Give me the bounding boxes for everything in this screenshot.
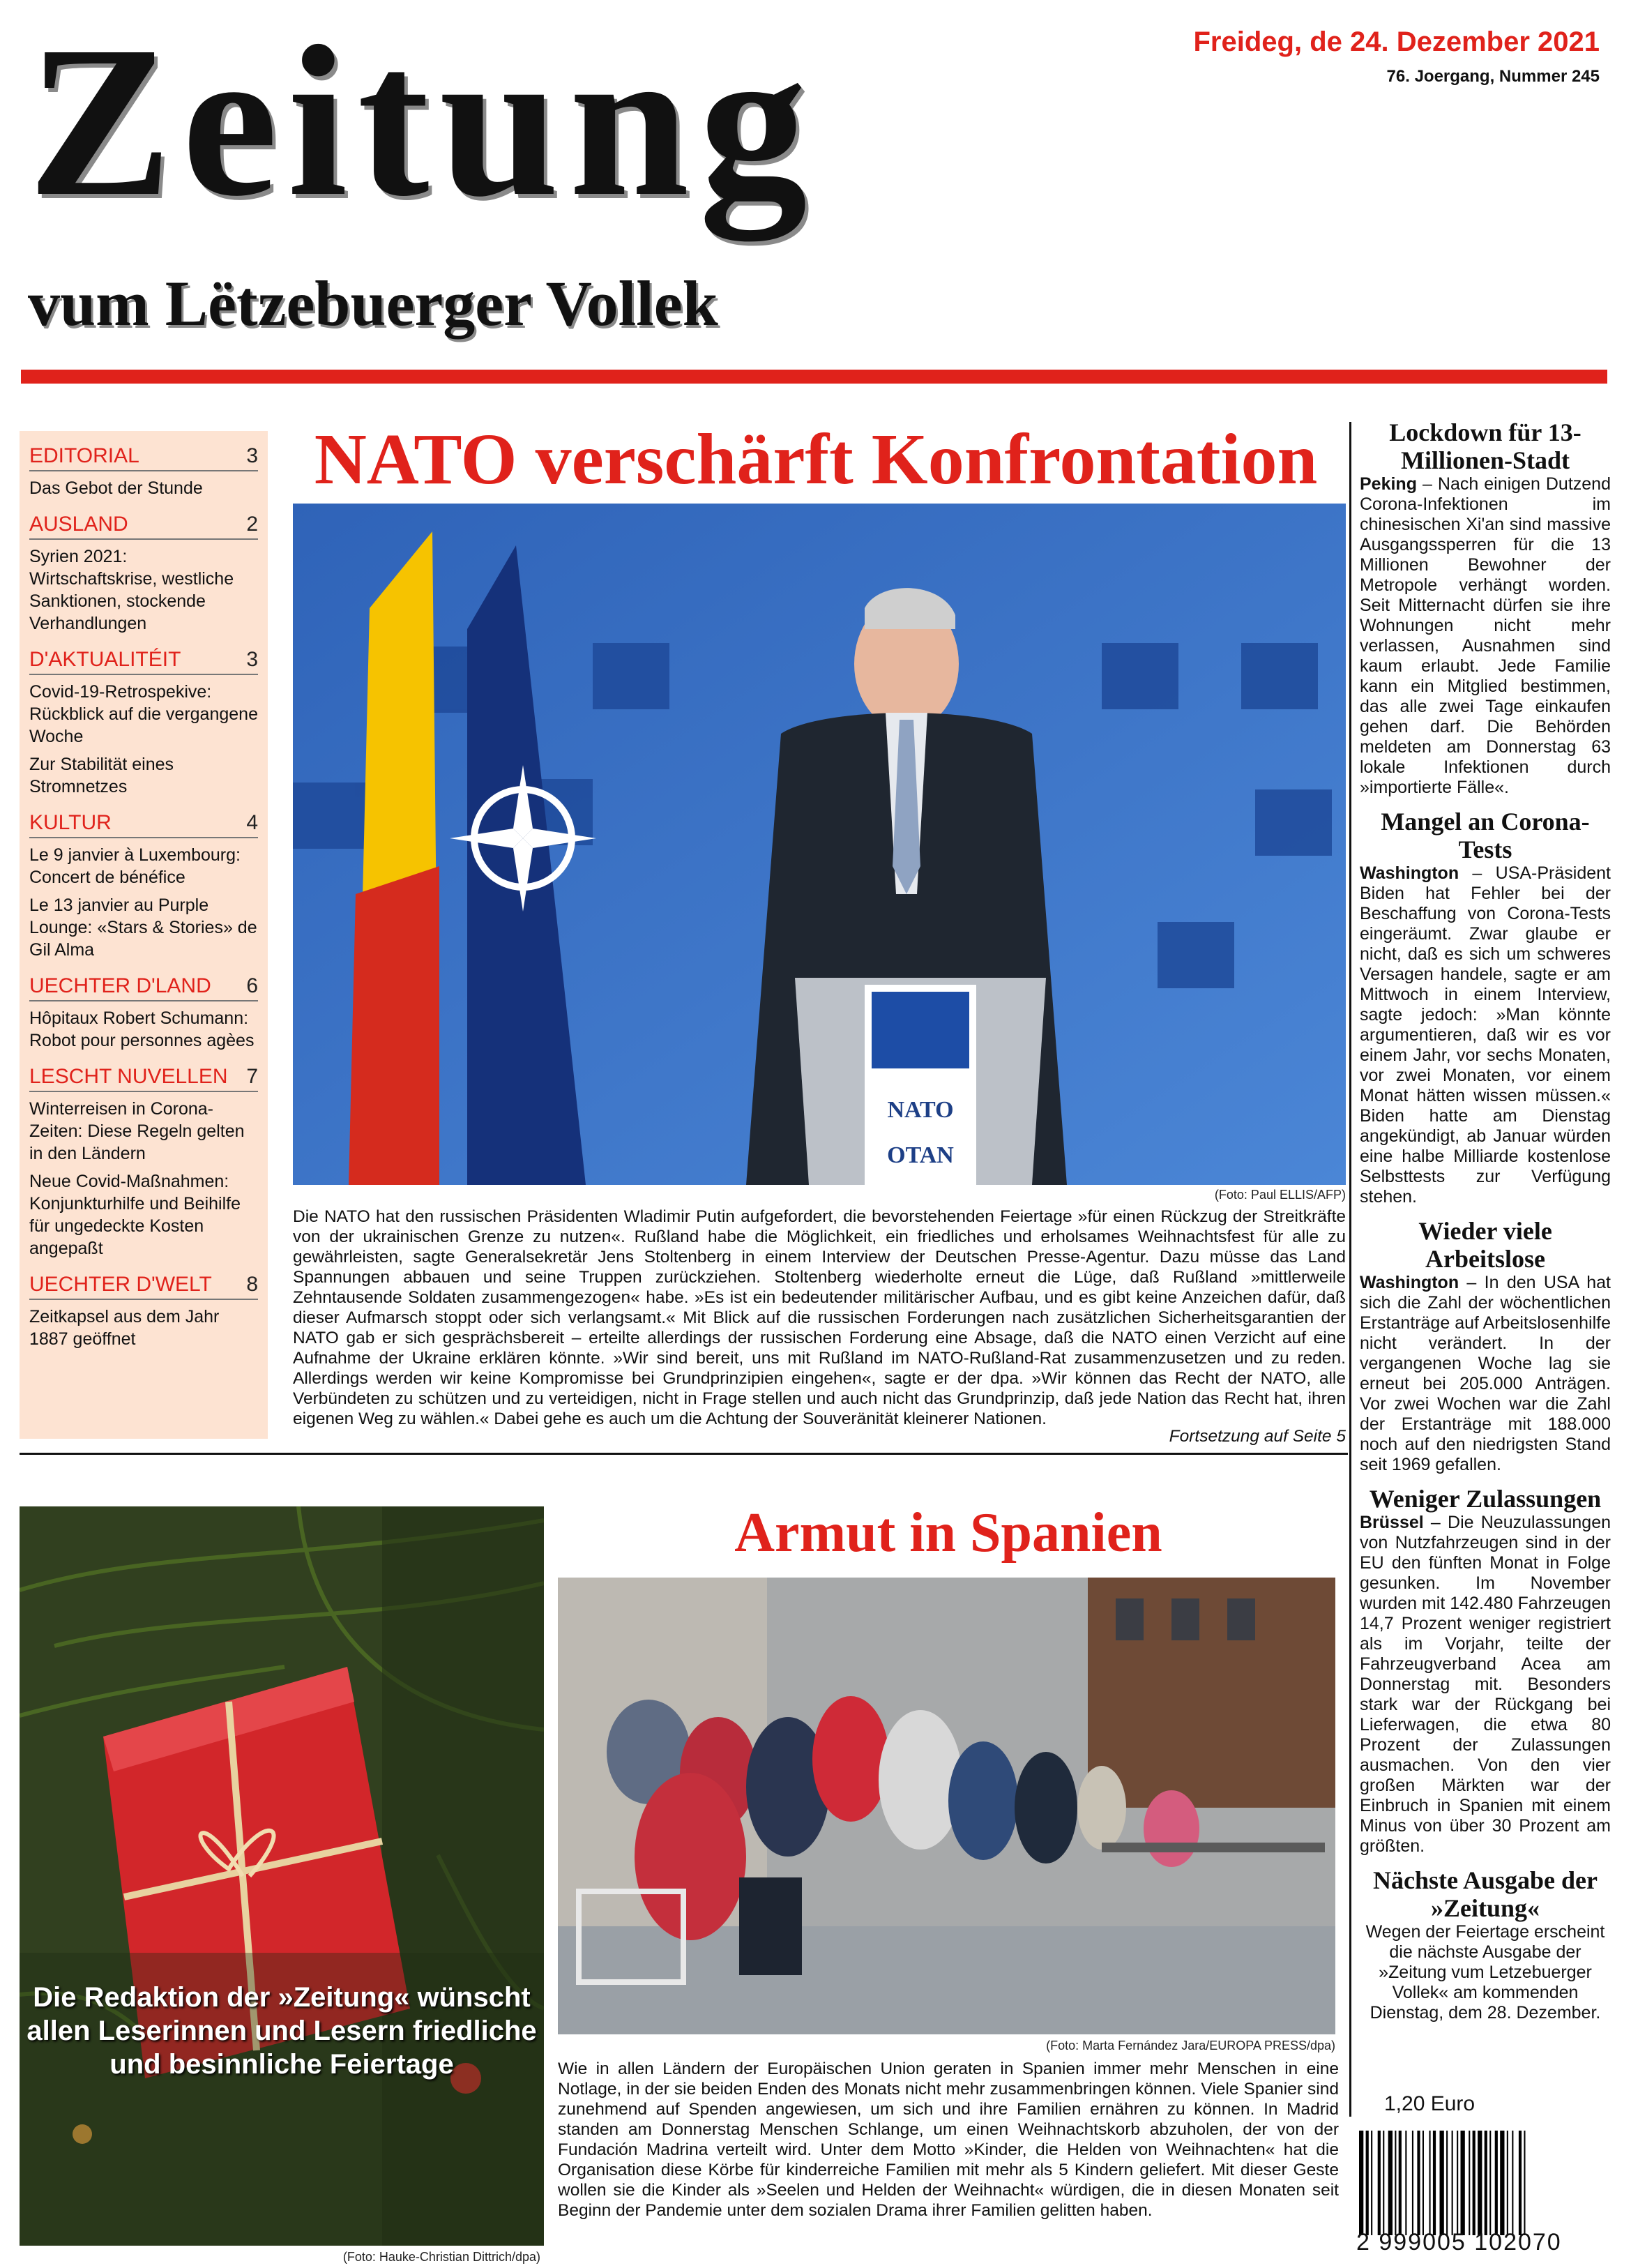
index-section (29, 1064, 258, 1260)
christmas-photo (20, 1506, 544, 2246)
brief-body (1360, 474, 1611, 798)
table-of-contents (20, 431, 268, 1439)
index-page-number: 2 (246, 513, 258, 536)
index-page-number: 8 (246, 1273, 258, 1296)
brief-headline: Wieder viele Arbeitslose (1418, 1217, 1552, 1273)
brief-dateline: Brüssel (1360, 1513, 1424, 1532)
index-section (29, 810, 258, 961)
index-page-number: 3 (246, 648, 258, 671)
podium-sign-bottom: OTAN (887, 1142, 954, 1168)
index-item[interactable]: Covid-19-Retrospekive: Rückblick auf die vergangene Woche (29, 682, 258, 746)
lead-photo-credit: (Foto: Paul ELLIS/AFP) (1214, 1188, 1346, 1202)
spain-body: Wie in allen Ländern der Europäischen Union geraten in Spanien immer mehr Menschen in eine Notlage, in der sie beiden Enden des Monats nicht mehr zusammenbringen können. Viele Spanier sind zunehmend auf Spenden angewiesen, um sich und ihre Familien ernähren zu können. In Madrid standen am Donnerstag Menschen Schlange, um einen Weihnachtskorb abzuholen, der von der Fundación Madrina verteilt wird. Unter dem Motto »Kinder, die Helden von Weihnachten« hat die Organisation diese Körbe für kinderreiche Familien mit mehr als 5 Kindern geliefert. Mit dieser Geste wollen sie die Kinder als »Seelen und Helden der Weihnacht« würdigen, die in diesen Monaten seit Beginn der Pandemie unter dem sozialen Drama ihrer Familien gelitten haben. (558, 2059, 1339, 2220)
spain-photo-credit: (Foto: Marta Fernández Jara/EUROPA PRESS/dpa) (1046, 2039, 1335, 2052)
index-section-header[interactable] (29, 444, 258, 471)
greeting-text: Die Redaktion der »Zeitung« wünscht allen Leserinnen und Lesern friedliche und besinnliche Feiertage (26, 1982, 537, 2080)
index-item[interactable]: Le 13 janvier au Purple Lounge: «Stars & Stories» de Gil Alma (29, 895, 257, 960)
index-section-header[interactable] (29, 1272, 258, 1300)
index-item[interactable]: Hôpitaux Robert Schumann: Robot pour personnes agèes (29, 1008, 255, 1050)
index-section-title: EDITORIAL (29, 444, 139, 467)
index-section-title: UECHTER D'WELT (29, 1273, 212, 1296)
index-item[interactable]: Das Gebot der Stunde (29, 478, 203, 498)
lead-body: Die NATO hat den russischen Präsidenten Wladimir Putin aufgefordert, die bevorstehenden Feiertage »für einen Rückzug der Streitkräfte von der ukrainischen Grenze zu nutzen«. Rußland habe die Möglichkeit, ein friedliches und erholsames Weihnachtsfest für alle zu gewährleisten, sagte Generalsekretär Jens Stoltenberg in einem Interview der Deutschen Presse-Agentur. Dazu müsse das Land Spannungen abbauen und seine Truppen zurückziehen. Stoltenberg wiederholte erneut die Lüge, daß Rußland »mittlerweile Zehntausende Soldaten zusammengezogen« habe. »Es ist ein bedeutender militärischer Aufbau, und es gibt keine Anzeichen dafür, daß dieser Aufmarsch stoppt oder sich verlangsamt.« Mit Blick auf die russischen Forderungen nach zusätzlichen Sicherheitsgarantien der NATO gab er sich gesprächsbereit – erteilte allerdings der russischen Forderung eine Absage, daß die NATO einen Verzicht auf eine Aufnahme der Ukraine erklären könnte. »Wir sind bereit, uns mit Rußland im NATO-Rußland-Rat zusammenzusetzen und zu reden. Allerdings werden wir keine Kompromisse bei Grundprinzipien eingehen«, sagte er der dpa. »Wir können das Recht der NATO, alle Verbündeten zu schützen und zu verteidigen, nicht in Frage stellen und auch nicht das Grundprinzip, daß jede Nation das Recht hat, ihren eigenen Weg zu wählen.« Dabei gehe es auch um die Achtung der Souveränität kleinerer Nationen. (293, 1207, 1346, 1428)
brief-headline: Weniger Zulassungen (1369, 1485, 1602, 1513)
brief-text: – USA-Präsident Biden hat Fehler bei der Beschaffung von Corona-Tests eingeräumt. Zwar glaube er nicht, daß es sich um schweres Versagen handele, sagte er am Mittwoch in einem Interview, sagte jedoch: »Man könnte argumentieren, daß wir es vor einem Jahr, vor sechs Monaten, vor zwei Monaten, vor einem Monat hätten wissen müssen.« Biden hatte am Dienstag angekündigt, ab Januar würden eine halbe Milliarde kostenlose Selbsttests zur Verfügung stehen. (1360, 863, 1611, 1207)
spain-photo (558, 1578, 1335, 2034)
index-section-header[interactable] (29, 512, 258, 540)
spain-headline: Armut in Spanien (734, 1502, 1162, 1564)
index-section-header[interactable] (29, 647, 258, 675)
queue-photo (558, 1578, 1335, 2034)
index-section (29, 512, 258, 635)
index-page-number: 3 (246, 444, 258, 467)
index-item[interactable]: Syrien 2021: Wirtschaftskrise, westliche Sanktionen, stockende Verhandlungen (29, 547, 234, 633)
nato-press-photo (293, 504, 1346, 1185)
index-item[interactable]: Zeitkapsel aus dem Jahr 1887 geöffnet (29, 1307, 220, 1349)
index-page-number: 4 (246, 811, 258, 834)
brief-body (1360, 1513, 1611, 1857)
index-section (29, 647, 258, 798)
news-briefs-column (1360, 418, 1611, 2033)
index-section-title: D'AKTUALITÉIT (29, 648, 181, 671)
brief-dateline: Peking (1360, 474, 1417, 494)
lead-continuation: Fortsetzung auf Seite 5 (1169, 1427, 1346, 1446)
masthead-rule (21, 370, 1607, 384)
index-section-header[interactable] (29, 1064, 258, 1092)
brief-dateline: Washington (1360, 1273, 1459, 1292)
brief-body (1360, 1273, 1611, 1475)
lead-photo (293, 504, 1346, 1185)
brief-headline: Lockdown für 13-Millionen-Stadt (1389, 418, 1581, 474)
index-section-title: LESCHT NUVELLEN (29, 1065, 228, 1088)
brief-dateline: Washington (1360, 863, 1459, 883)
index-section-header[interactable] (29, 810, 258, 838)
brief-headline: Mangel an Corona-Tests (1381, 808, 1590, 863)
brief-body (1360, 1922, 1611, 2023)
issue-date: Freideg, de 24. Dezember 2021 (1193, 27, 1600, 57)
index-section (29, 1272, 258, 1350)
barcode (1356, 2131, 1597, 2235)
price-label: 1,20 Euro (1384, 2092, 1476, 2115)
index-section (29, 444, 258, 499)
masthead-title: Zeitung (28, 2, 817, 241)
column-rule (1349, 422, 1351, 2117)
brief-text: – Die Neuzulassungen von Nutzfahrzeugen sind in der EU den fünften Monat in Folge gesunken. Im November wurden mit 142.480 Fahrzeugen 14,7 Prozent weniger registriert als im Vorjahr, teilte der Fahrzeugverband Acea am Donnerstag mit. Besonders stark war der Rückgang bei Lieferwagen, die etwa 80 Prozent der Zulassungen ausmachen. Von den vier großen Märkten war der Einbruch in Spanien mit einem Minus von über 30 Prozent am größten. (1360, 1513, 1611, 1856)
greeting-photo-credit: (Foto: Hauke-Christian Dittrich/dpa) (342, 2250, 540, 2264)
index-item[interactable]: Le 9 janvier à Luxembourg: Concert de bénéfice (29, 845, 241, 887)
index-section-title: KULTUR (29, 811, 112, 834)
masthead-subtitle: vum Lëtzebuerger Vollek (28, 268, 718, 339)
index-page-number: 6 (246, 974, 258, 997)
index-page-number: 7 (246, 1065, 258, 1088)
issue-number: 76. Joergang, Nummer 245 (1386, 67, 1600, 86)
index-item[interactable]: Neue Covid-Maßnahmen: Konjunkturhilfe und Beihilfe für ungedeckte Kosten angepaßt (29, 1172, 241, 1258)
barcode-number: 2 999005 102070 (1356, 2229, 1562, 2255)
index-section-header[interactable] (29, 974, 258, 1001)
brief-text: Wegen der Feiertage erscheint die nächste Ausgabe der »Zeitung vum Letzebuerger Vollek« am kommenden Dienstag, dem 28. Dezember. (1365, 1922, 1605, 2023)
podium-sign-top: NATO (887, 1097, 954, 1123)
brief-body (1360, 863, 1611, 1207)
section-rule (20, 1453, 1348, 1455)
index-item[interactable]: Winterreisen in Corona-Zeiten: Diese Regeln gelten in den Ländern (29, 1099, 245, 1163)
gift-photo (20, 1506, 544, 2246)
index-item[interactable]: Zur Stabilität eines Stromnetzes (29, 755, 174, 796)
brief-text: – In den USA hat sich die Zahl der wöchentlichen Erstanträge auf Arbeitslosenhilfe nicht verändert. In der vergangenen Woche lag sie erneut bei 205.000 Anträgen. Vor zwei Wochen war die Zahl der Erstanträge mit 188.000 noch auf den niedrigsten Stand seit 1969 gefallen. (1360, 1273, 1611, 1474)
brief-headline: Nächste Ausgabe der »Zeitung« (1373, 1866, 1598, 1922)
index-section-title: UECHTER D'LAND (29, 974, 211, 997)
brief-text: – Nach einigen Dutzend Corona-Infektionen im chinesischen Xi'an sind massive Ausgangssperren für die 13 Millionen Bewohner der Metropole verhängt worden. Seit Mitternacht dürfen sie ihre Wohnungen nicht mehr verlassen, Ausnahmen sind kaum erlaubt. Jede Familie kann ein Mitglied bestimmen, das alle zwei Tage einkaufen gehen darf. Die Behörden meldeten am Donnerstag 63 lokale Infektionen durch »importierte Fälle«. (1360, 474, 1611, 797)
lead-headline: NATO verschärft Konfrontation (314, 419, 1318, 499)
index-section (29, 974, 258, 1052)
index-section-title: AUSLAND (29, 513, 128, 536)
